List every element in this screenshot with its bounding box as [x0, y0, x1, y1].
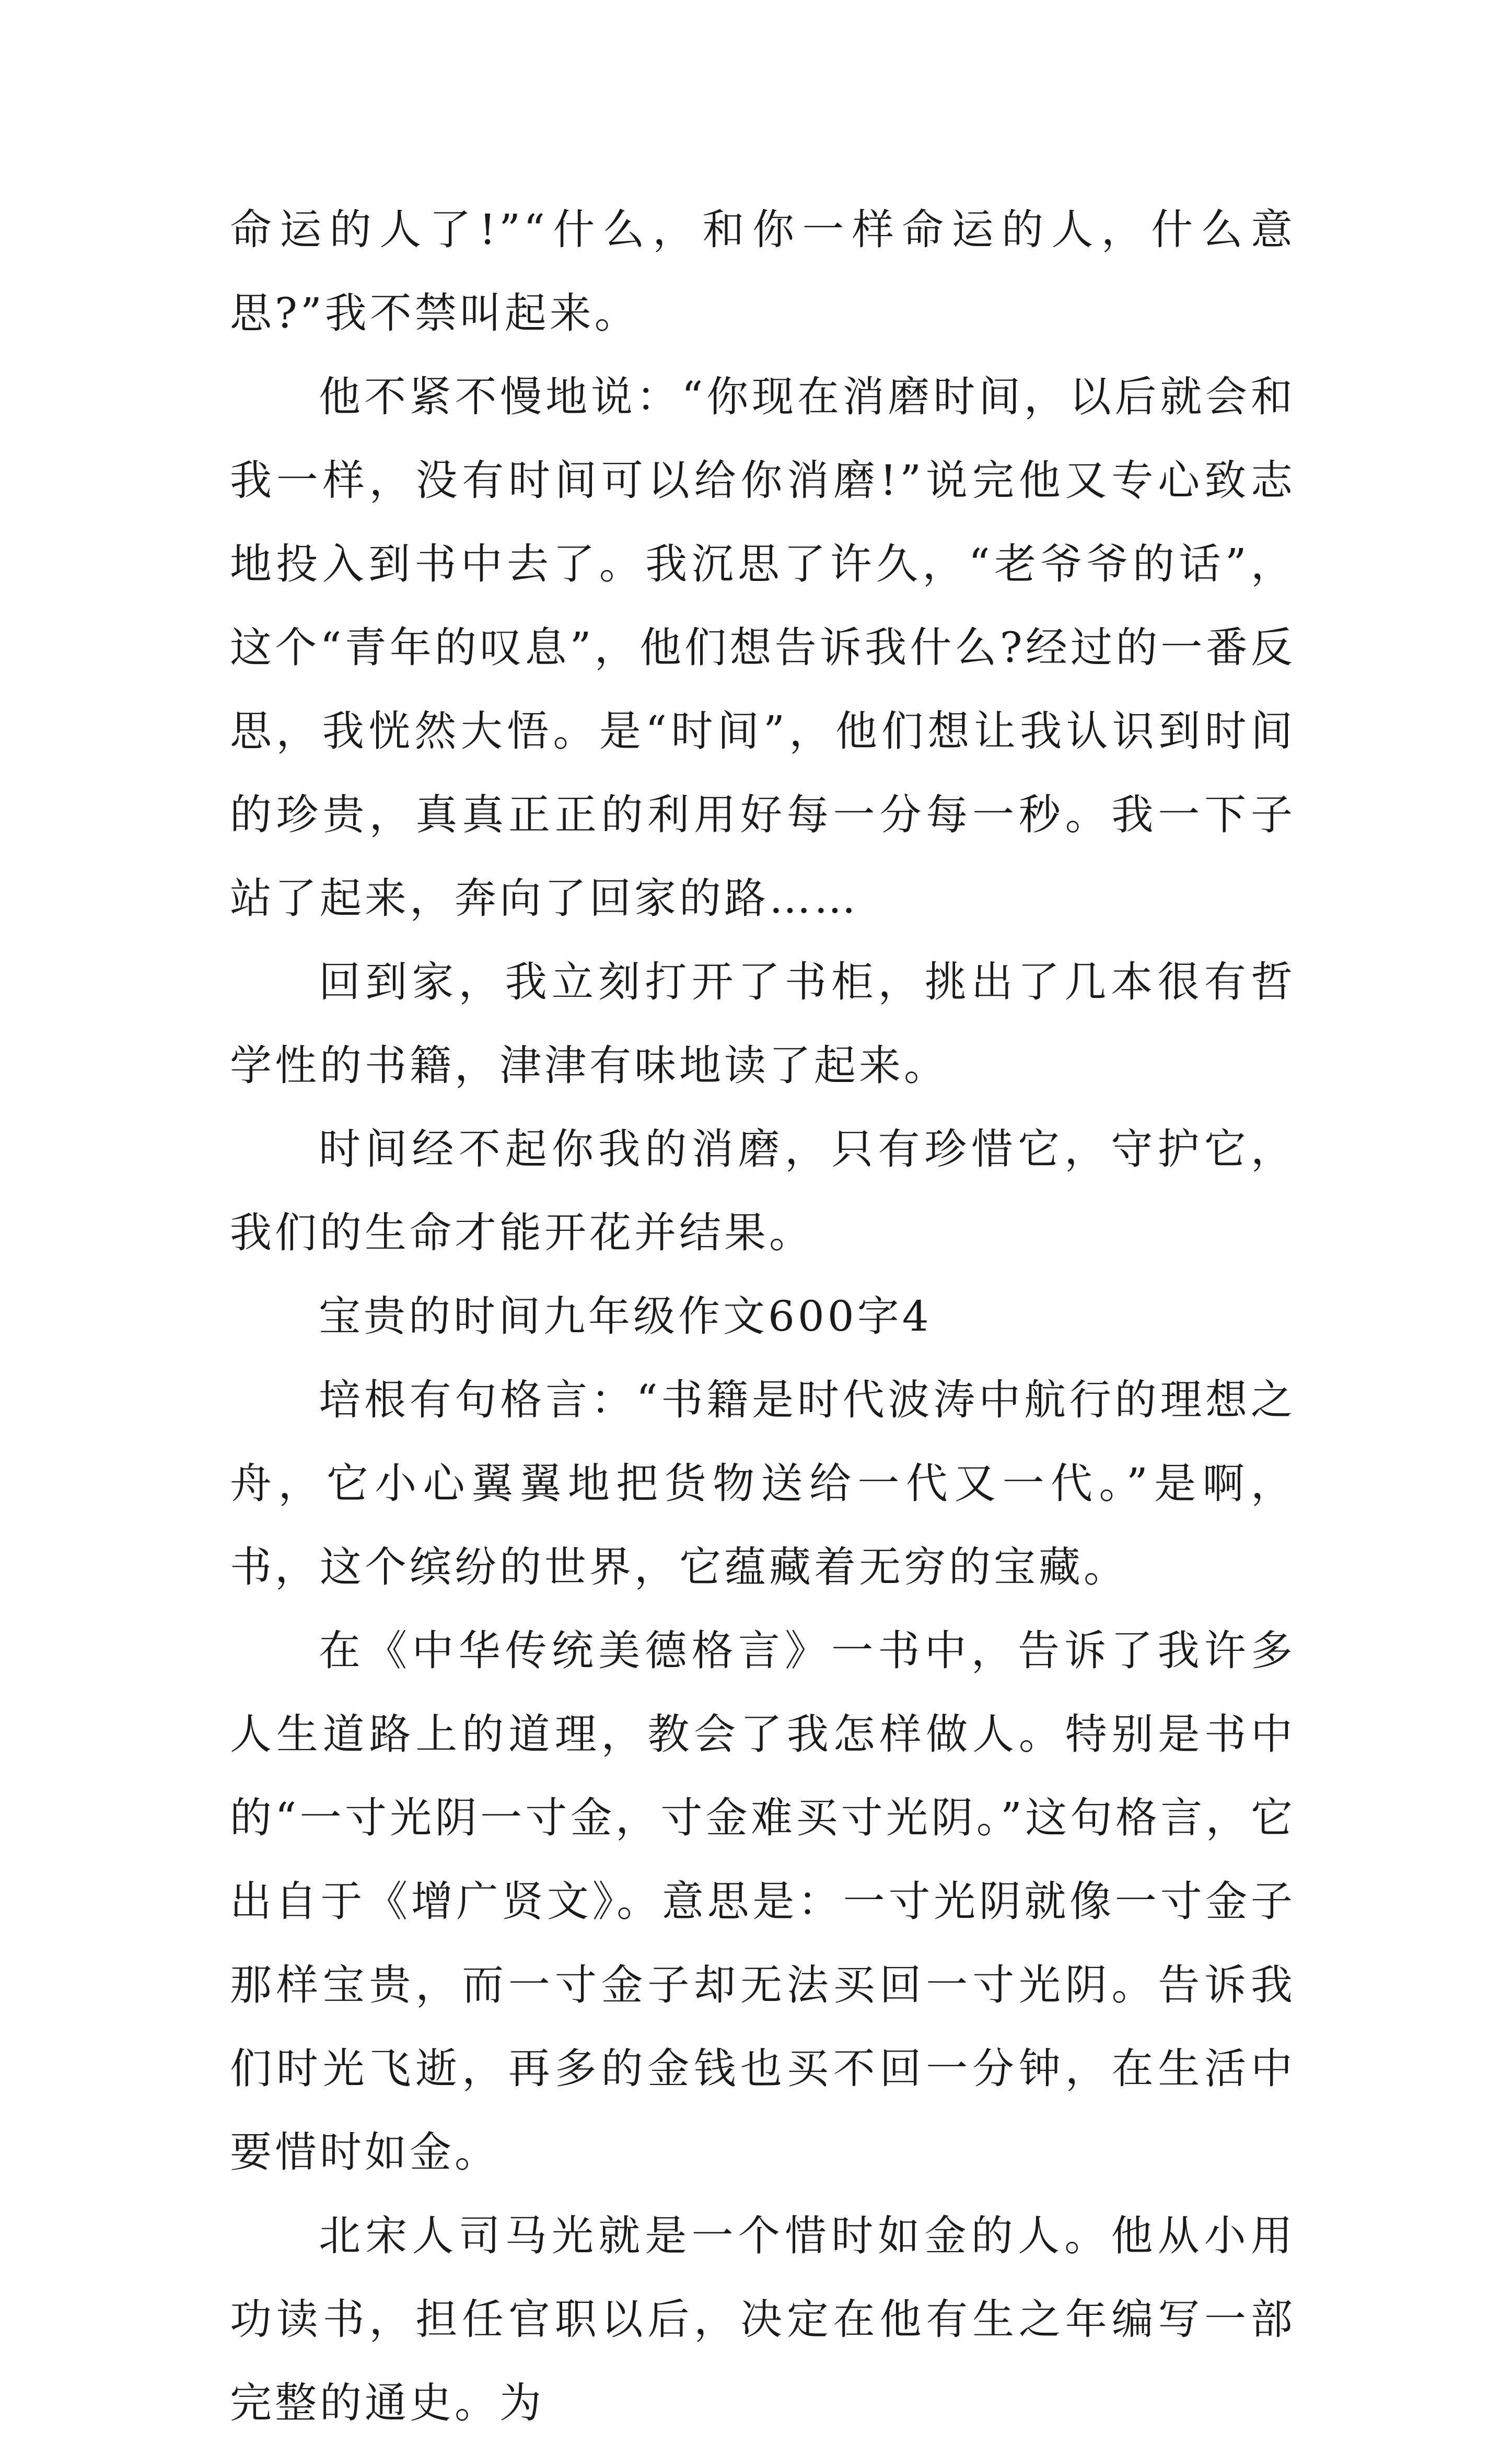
paragraph-3: 回到家，我立刻打开了书柜，挑出了几本很有哲学性的书籍，津津有味地读了起来。 [230, 958, 1296, 1090]
paragraph-7: 北宋人司马光就是一个惜时如金的人。他从小用功读书，担任官职以后，决定在他有生之年编写一部完整的通史。为 [230, 2211, 1296, 2427]
paragraph-1: 命运的人了!”“什么，和你一样命运的人，什么意思?”我不禁叫起来。 [230, 205, 1296, 337]
section-heading: 宝贵的时间九年级作文600字4 [319, 1292, 932, 1341]
paragraph-4: 时间经不起你我的消磨，只有珍惜它，守护它，我们的生命才能开花并结果。 [230, 1125, 1296, 1257]
paragraph-2: 他不紧不慢地说：“你现在消磨时间，以后就会和我一样，没有时间可以给你消磨!”说完他又专心致志地投入到书中去了。我沉思了许久，“老爷爷的话”，这个“青年的叹息”，他们想告诉我什么?经过的一番反思，我恍然大悟。是“时间”，他们想让我认识到时间的珍贵，真真正正的利用好每一分每一秒。我一下子站了起来，奔向了回家的路…… [230, 372, 1296, 923]
paragraph-5: 培根有句格言：“书籍是时代波涛中航行的理想之舟，它小心翼翼地把货物送给一代又一代。”是啊，书，这个缤纷的世界，它蕴藏着无穷的宝藏。 [230, 1376, 1296, 1591]
paragraph-6: 在《中华传统美德格言》一书中，告诉了我许多人生道路上的道理，教会了我怎样做人。特别是书中的“一寸光阴一寸金，寸金难买寸光阴。”这句格言，它出自于《增广贤文》。意思是：一寸光阴就像一寸金子那样宝贵，而一寸金子却无法买回一寸光阴。告诉我们时光飞逝，再多的金钱也买不回一分钟，在生活中要惜时如金。 [230, 1626, 1296, 2176]
document-page [230, 188, 1296, 2445]
